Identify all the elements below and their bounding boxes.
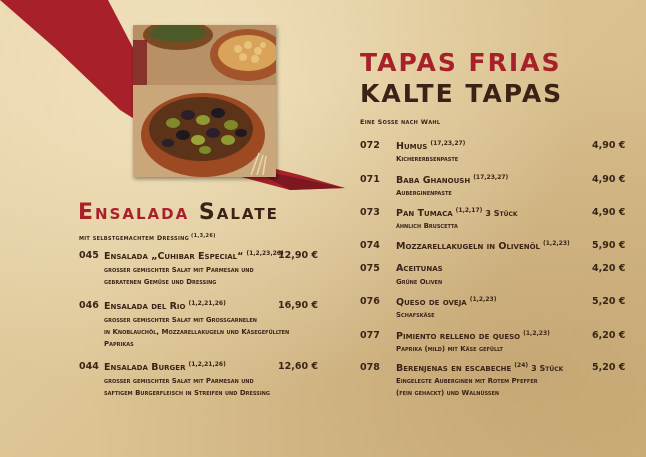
item-name: Ensalada Burger $^{(1,2,21,26)}$: [104, 361, 226, 373]
item-description: ähnlich Bruscetta: [396, 222, 458, 230]
item-name: Aceitunas: [396, 263, 443, 274]
item-price: 12,90 €: [278, 250, 318, 261]
item-price: 4,90 €: [592, 174, 626, 185]
item-price: 4,90 €: [592, 207, 626, 218]
item-name: Ensalada „Cuhibar Especial“ $^{(1,2,23,26)}$: [104, 250, 284, 262]
tapas-note: Eine Sosse nach Wahl: [360, 118, 441, 126]
salads-title: [78, 200, 279, 225]
item-name: Queso de oveja $^{(1,2,23)}$: [396, 296, 497, 308]
item-number: 073: [360, 207, 380, 218]
item-price: 5,20 €: [592, 296, 626, 307]
item-name: Ensalada del Rio $^{(1,2,21,26)}$: [104, 300, 226, 312]
item-name: Mozzarellakugeln in Olivenöl $^{(1,2,23)}$: [396, 240, 570, 252]
item-number: 076: [360, 296, 380, 307]
item-price: 5,20 €: [592, 362, 626, 373]
item-name: Pan Tumaca $^{(1,2,17)}$ 3 Stück: [396, 207, 518, 219]
item-number: 045: [79, 250, 99, 261]
salads-title-dark: Salate: [198, 200, 279, 225]
item-description: Kichererbsenpaste: [396, 155, 459, 163]
item-number: 044: [79, 361, 99, 372]
item-description: Paprika (mild) mit Käse gefüllt: [396, 345, 503, 353]
item-description: grosser gemischter Salat mit Grossgarnelen in Knoblauchöl, Mozzarellakugeln und Käsegefüllten Paprikas: [104, 316, 290, 348]
item-name: Baba Ghanoush $^{(17,23,27)}$: [396, 174, 509, 186]
tapas-title-red: TAPAS FRIAS: [360, 48, 562, 77]
item-description: Eingelegte Auberginen mit Rotem Pfeffer (fein gehackt) und Walnüssen: [396, 377, 538, 397]
item-name: Humus $^{(17,23,27)}$: [396, 140, 466, 152]
item-price: 4,20 €: [592, 263, 626, 274]
salads-note-allergens: (1,3,26): [191, 233, 216, 239]
item-number: 074: [360, 240, 380, 251]
item-price: 4,90 €: [592, 140, 626, 151]
item-number: 078: [360, 362, 380, 373]
item-description: Schafskäse: [396, 311, 435, 319]
item-number: 075: [360, 263, 380, 274]
item-description: Auberginenpaste: [396, 189, 452, 197]
item-name: Berenjenas en escabeche $^{(24)}$ 3 Stück: [396, 362, 564, 374]
item-description: grosser gemischter Salat mit Parmesan und gebratenen Gemüse und Dressing: [104, 266, 254, 286]
item-number: 077: [360, 330, 380, 341]
salads-title-red: Ensalada: [78, 200, 190, 225]
item-description: grosser gemischter Salat mit Parmesan und saftigem Burgerfleisch in Streifen und Dressing: [104, 377, 271, 397]
item-number: 072: [360, 140, 380, 151]
salads-note: mit selbstgemachtem Dressing $^{(1,3,26)}$: [79, 233, 216, 243]
item-description: Grüne Oliven: [396, 278, 443, 286]
item-number: 046: [79, 300, 99, 311]
item-price: 12,60 €: [278, 361, 318, 372]
item-price: 16,90 €: [278, 300, 318, 311]
item-number: 071: [360, 174, 380, 185]
item-name: Pimiento relleno de queso $^{(1,2,23)}$: [396, 330, 550, 342]
item-price: 6,20 €: [592, 330, 626, 341]
olives-photo: [133, 25, 276, 177]
tapas-title-dark: KALTE TAPAS: [360, 79, 564, 108]
item-price: 5,90 €: [592, 240, 626, 251]
